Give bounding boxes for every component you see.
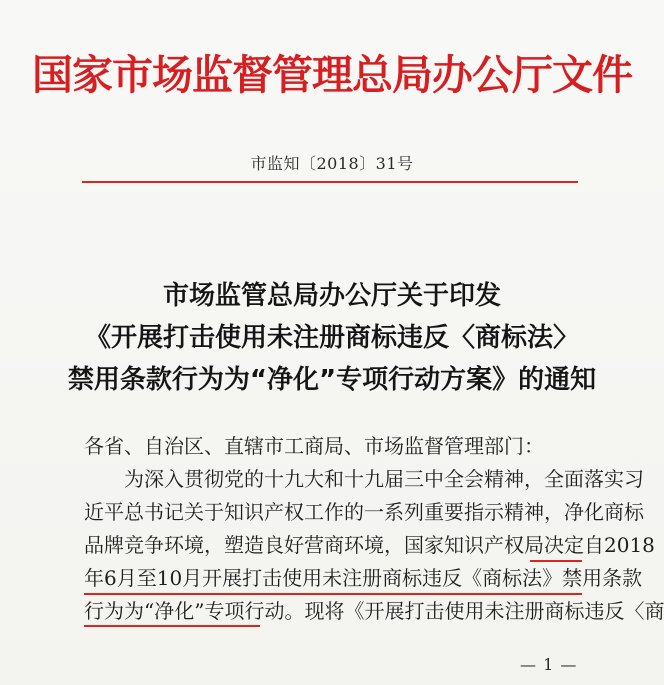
paragraph-line-3 xyxy=(84,529,655,562)
notice-title-line-2: 《开展打击使用未注册商标违反〈商标法〉 xyxy=(84,323,579,353)
paragraph-line-5-text: 现将《开展打击使用未注册商标违反〈商 xyxy=(304,599,664,623)
document-number: 市监知〔2018〕31号 xyxy=(250,154,414,173)
paragraph-line-5 xyxy=(84,595,664,628)
highlighted-date-start: 自2018 xyxy=(584,533,655,557)
notice-body xyxy=(84,430,664,628)
issuing-agency-header: 国家市场监督管理总局办公厅文件 xyxy=(32,51,632,99)
red-underline-3 xyxy=(84,625,260,627)
paragraph-line-2: 近平总书记关于知识产权工作的一系列重要指示精神，净化商标 xyxy=(84,500,644,524)
notice-title-line-3: 禁用条款行为为“净化”专项行动方案》的通知 xyxy=(67,365,597,395)
notice-title-line-1: 市场监管总局办公厅关于印发 xyxy=(162,281,501,311)
paragraph-line-4: 年6月至10月开展打击使用未注册商标违反《商标法》禁用条款 xyxy=(84,566,643,590)
paragraph-line-3-text: 品牌竞争环境，塑造良好营商环境，国家知识产权局决定 xyxy=(84,533,584,557)
notice-title xyxy=(0,275,664,401)
red-divider-line xyxy=(82,181,578,183)
page-number: — 1 — xyxy=(520,655,578,674)
highlighted-action-name: 行为为“净化”专项行动。 xyxy=(84,599,305,623)
paragraph-line-1: 为深入贯彻党的十九大和十九届三中全会精神，全面落实习 xyxy=(124,467,644,491)
addressee-line: 各省、自治区、直辖市工商局、市场监督管理部门： xyxy=(84,434,544,458)
